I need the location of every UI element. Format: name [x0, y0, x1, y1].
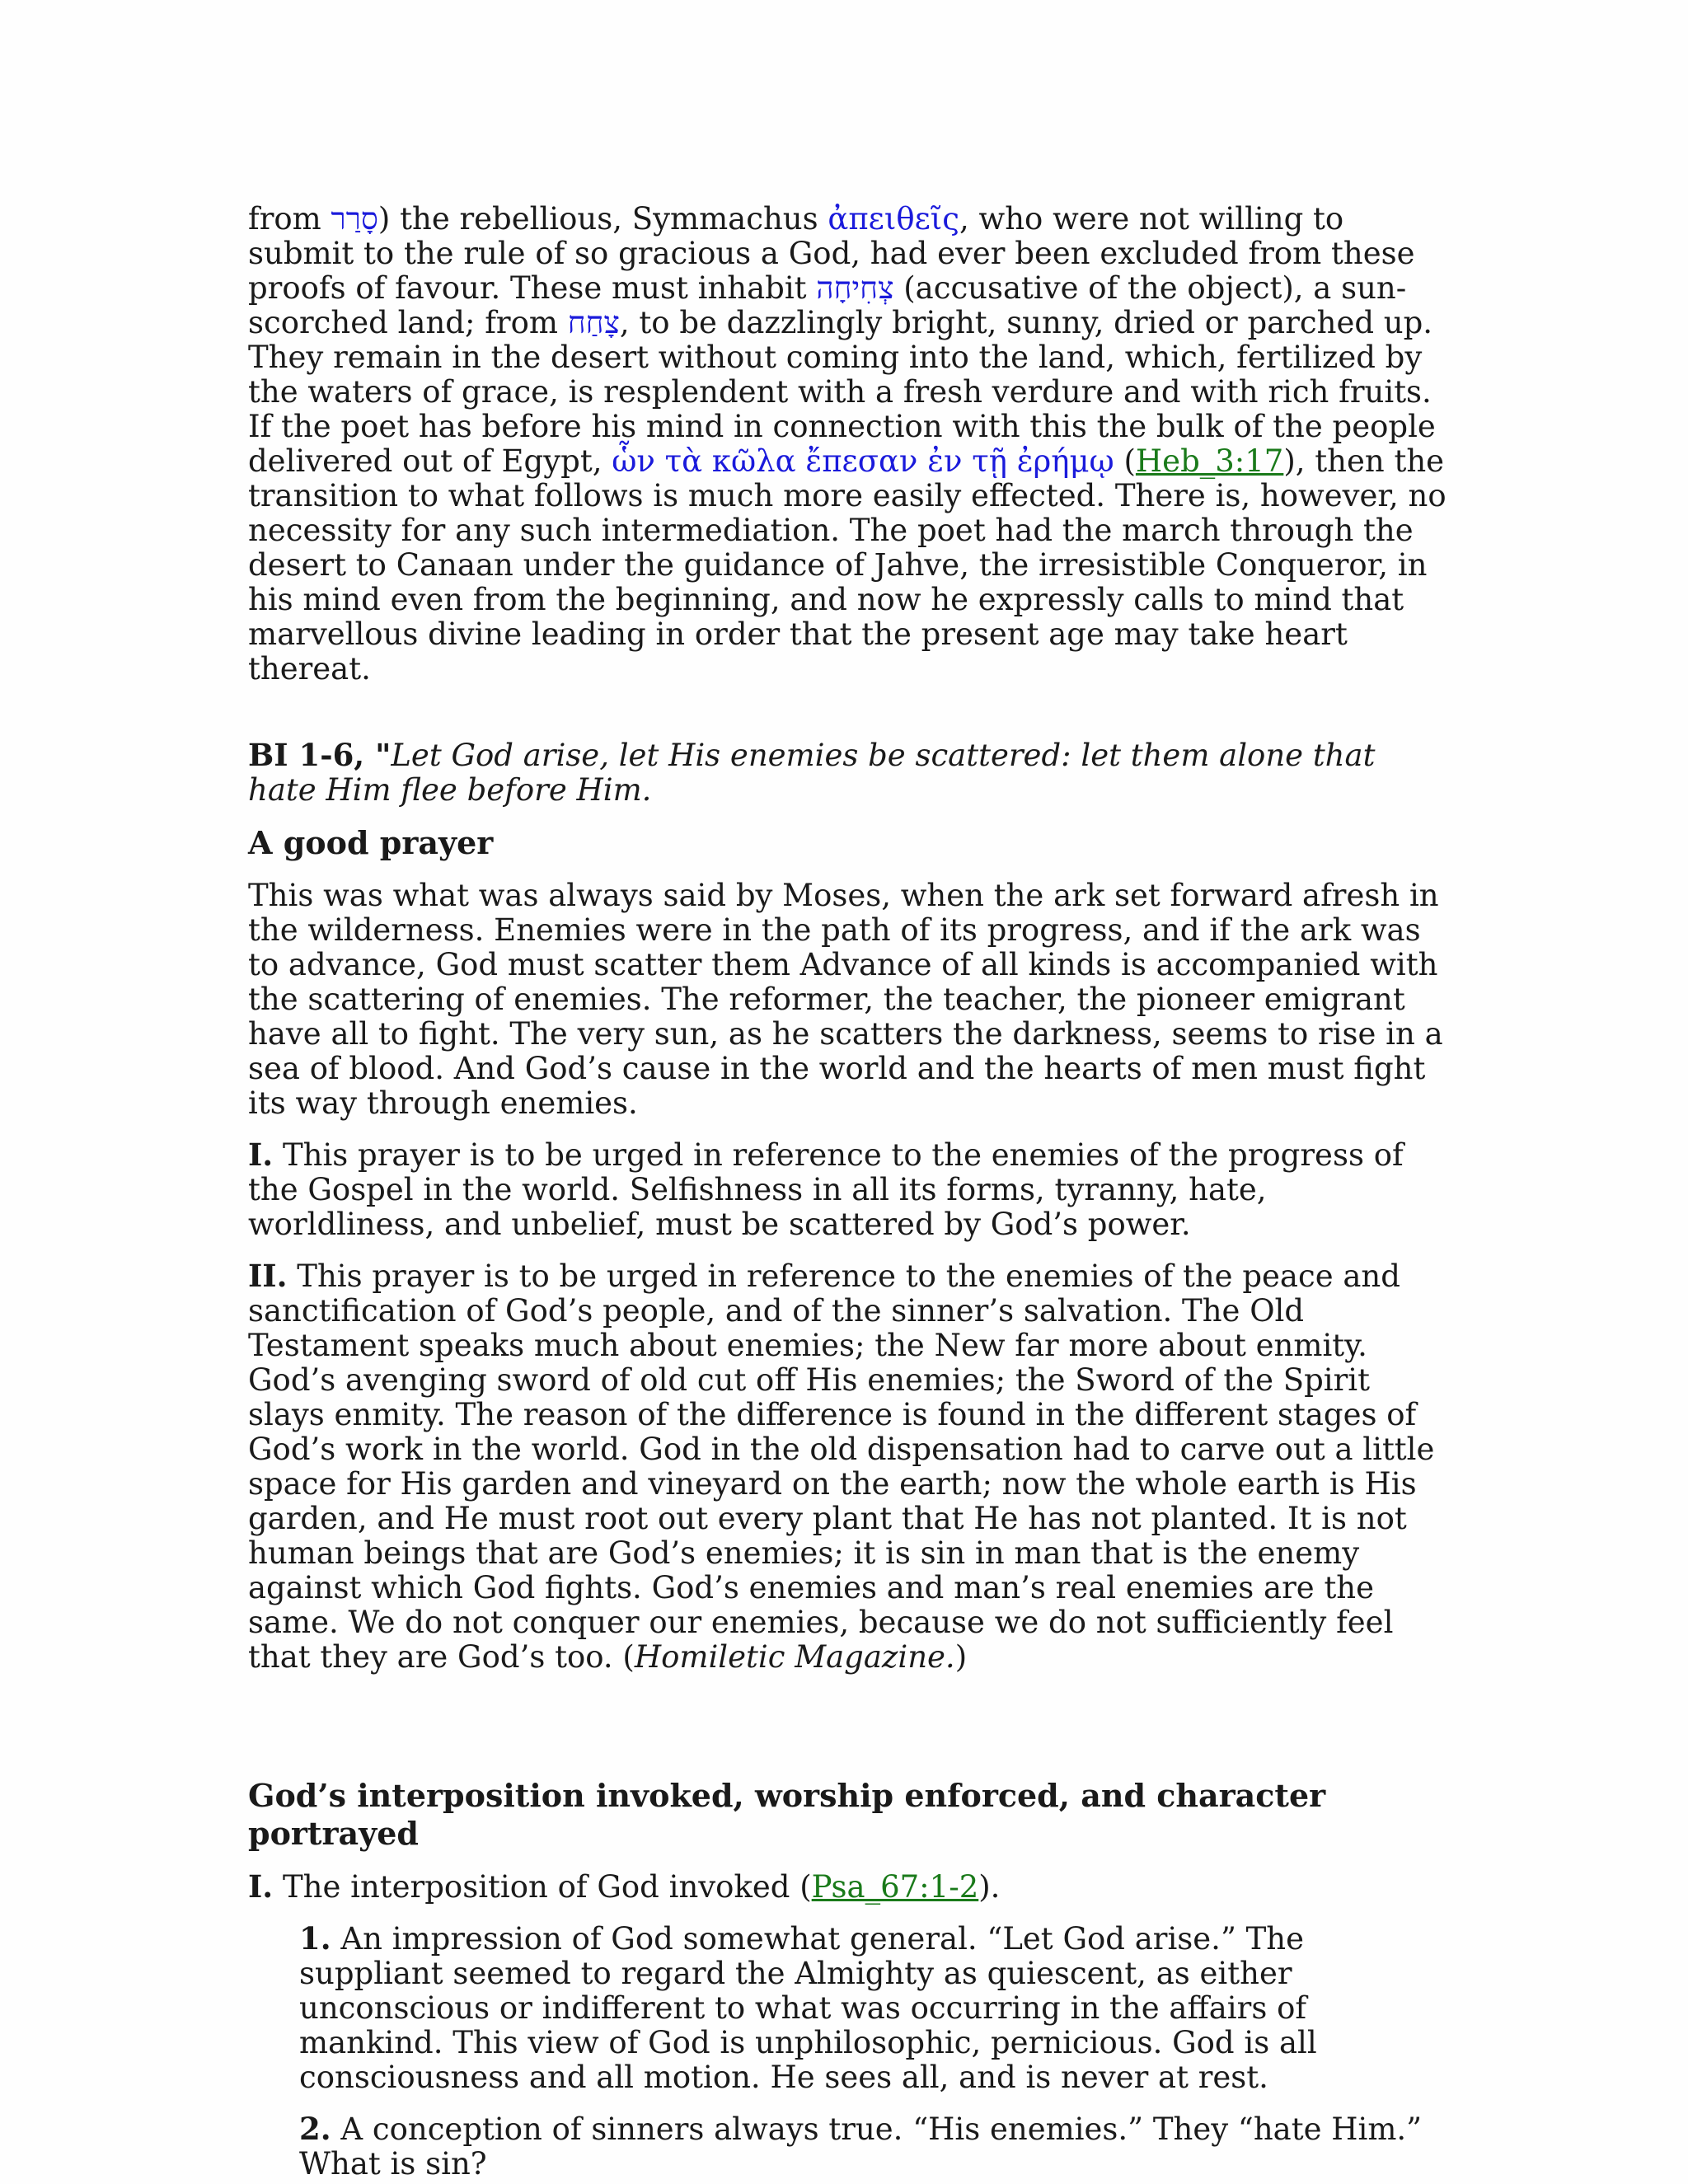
section-heading-gods-interposition: God’s interposition invoked, worship enforced, and character portrayed — [248, 1777, 1326, 1852]
greek-word: ἀπειθεῖς — [828, 201, 960, 237]
sub-point-two: 2. A conception of sinners always true. “His enemies.” They “hate Him.” What is sin? — [299, 2111, 1423, 2182]
scripture-link-psa-67-1-2[interactable]: Psa_67:1-2 — [811, 1869, 979, 1905]
section-heading-good-prayer: A good prayer — [248, 824, 494, 861]
document-body — [248, 202, 1451, 2182]
sub-point-one: 1. An impression of God somewhat general. “Let God arise.” The suppliant seemed to regard the Almighty as quiescent, as either unconscious or indifferent to what was occurring in the affairs of mankind. This view of God is unphilosophic, pernicious. God is all consciousness and all motion. He sees all, and is never at rest. — [299, 1920, 1317, 2095]
commentary-paragraph: from סָרַר) the rebellious, Symmachus ἀπειθεῖς, who were not willing to submit to the rule of so gracious a God, had ever been excluded from these proofs of favour. These must inhabit צְחִיחָה (accusative of the object), a sun-scorched land; from צָחַח, to be dazzlingly bright, sunny, dried or parched up. They remain in the desert without coming into the land, which, fertilized by the waters of grace, is resplendent with a fresh verdure and with rich fruits. If the poet has before his mind in connection with this the bulk of the people delivered out of Egypt, ὧν τὰ κῶλα ἔπεσαν ἐν τῇ ἐρήμῳ (Heb_3:17), then the transition to what follows is much more easily effected. There is, however, no necessity for any such intermediation. The poet had the march through the desert to Canaan under the guidance of Jahve, the irresistible Conqueror, in his mind even from the beginning, and now he expressly calls to mind that marvellous divine leading in order that the present age may take heart thereat. — [248, 201, 1447, 687]
section-intro: This was what was always said by Moses, when the ark set forward afresh in the wilderness. Enemies were in the path of its progress, and if the ark was to advance, God must scatter them Advance of all kinds is accompanied with the scattering of enemies. The reformer, the teacher, the pioneer emigrant have all to fight. The very sun, as he scatters the darkness, seems to rise in a sea of blood. And God’s cause in the world and the hearts of men must fight its way through enemies. — [248, 878, 1443, 1121]
interposition-point-one: I. The interposition of God invoked (Psa_67:1-2). — [248, 1868, 1001, 1905]
greek-phrase: ὧν τὰ κῶλα ἔπεσαν ἐν τῇ ἐρήμῳ — [612, 443, 1114, 479]
hebrew-word: סָרַר — [331, 201, 378, 237]
scripture-link-heb-3-17[interactable]: Heb_3:17 — [1135, 443, 1284, 479]
point-one: I. This prayer is to be urged in reference to the enemies of the progress of the Gospel in the world. Selfishness in all its forms, tyranny, hate, worldliness, and unbelief, must be scattered by God’s power. — [248, 1137, 1404, 1242]
point-two: II. This prayer is to be urged in reference to the enemies of the peace and sanctification of God’s people, and of the sinner’s salvation. The Old Testament speaks much about enemies; the New far more about enmity. God’s avenging sword of old cut off His enemies; the Sword of the Spirit slays enmity. The reason of the difference is found in the different stages of God’s work in the world. God in the old dispensation had to carve out a little space for His garden and vineyard on the earth; now the whole earth is His garden, and He must root out every plant that He has not planted. It is not human beings that are God’s enemies; it is sin in man that is the enemy against which God fights. God’s enemies and man’s real enemies are the same. We do not conquer our enemies, because we do not sufficiently feel that they are God’s too. (Homiletic Magazine.) — [248, 1258, 1435, 1675]
source-citation: Homiletic Magazine. — [634, 1639, 955, 1675]
hebrew-word: צָחַח — [567, 305, 620, 340]
hebrew-word: צְחִיחָה — [816, 270, 894, 306]
bi-verse-heading: BI 1-6, "Let God arise, let His enemies be scattered: let them alone that hate Him flee before Him. — [248, 737, 1376, 808]
